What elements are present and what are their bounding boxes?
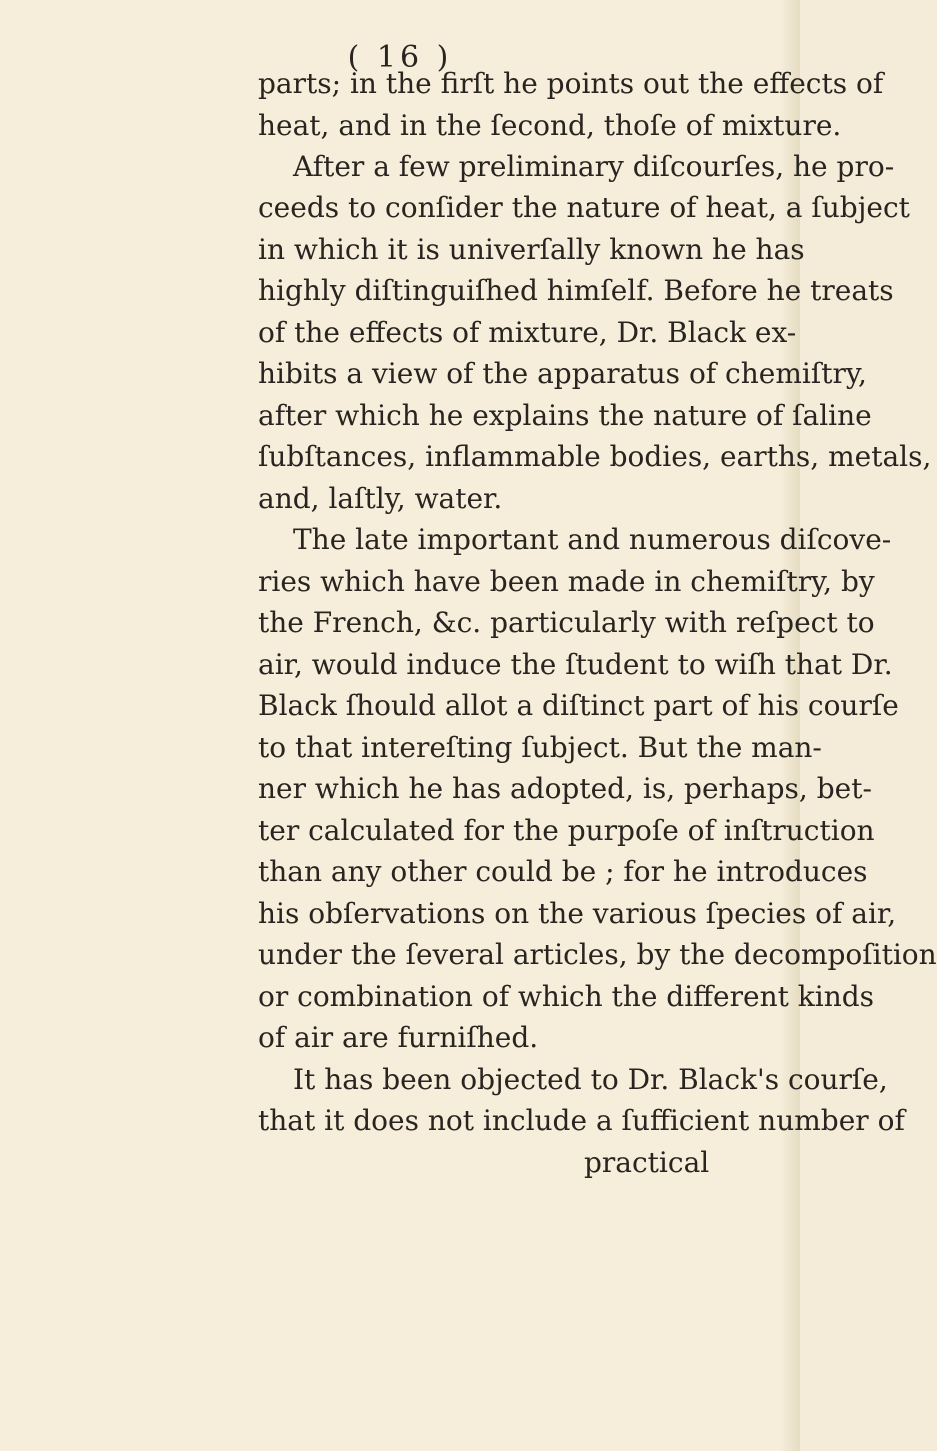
text-line: and, laſtly, water. (258, 482, 503, 515)
text-line: The late important and numerous diſcove- (293, 523, 892, 556)
text-line: ſubſtances, inflammable bodies, earths, metals, (258, 440, 932, 473)
text-line: that it does not include a ſufficient number of (258, 1104, 905, 1137)
text-line: hibits a view of the apparatus of chemiſtry, (258, 357, 867, 390)
text-line: ner which he has adopted, is, perhaps, bet- (258, 772, 872, 805)
page-number: ( 16 ) (347, 40, 453, 75)
text-line: of the effects of mixture, Dr. Black ex- (258, 316, 797, 349)
text-line: air, would induce the ſtudent to wiſh that Dr. (258, 648, 893, 681)
text-line: after which he explains the nature of ſaline (258, 399, 872, 432)
text-line: heat, and in the ſecond, thoſe of mixture. (258, 109, 842, 142)
text-line: than any other could be ; for he introduces (258, 855, 868, 888)
text-line: of air are furniſhed. (258, 1021, 539, 1054)
text-line: ries which have been made in chemiſtry, by (258, 565, 875, 598)
text-line: in which it is univerſally known he has (258, 233, 805, 266)
text-line: It has been objected to Dr. Black's courſe, (293, 1063, 888, 1096)
text-line: ceeds to conſider the nature of heat, a ſubject (258, 191, 910, 224)
text-line: ter calculated for the purpoſe of inſtruction (258, 814, 875, 847)
text-line: to that intereſting ſubject. But the man- (258, 731, 822, 764)
text-line: Black ſhould allot a diſtinct part of his courſe (258, 689, 899, 722)
text-line: his obſervations on the various ſpecies of air, (258, 897, 897, 930)
catchword: practical (584, 1146, 710, 1179)
text-line: parts; in the firſt he points out the effects of (258, 67, 884, 100)
text-line: After a few preliminary diſcourſes, he pro- (293, 150, 895, 183)
text-line: the French, &c. particularly with reſpect to (258, 606, 875, 639)
text-line: or combination of which the different kinds (258, 980, 875, 1013)
text-line: highly diſtinguiſhed himſelf. Before he treats (258, 274, 894, 307)
text-line: under the ſeveral articles, by the decompoſition (258, 938, 937, 971)
